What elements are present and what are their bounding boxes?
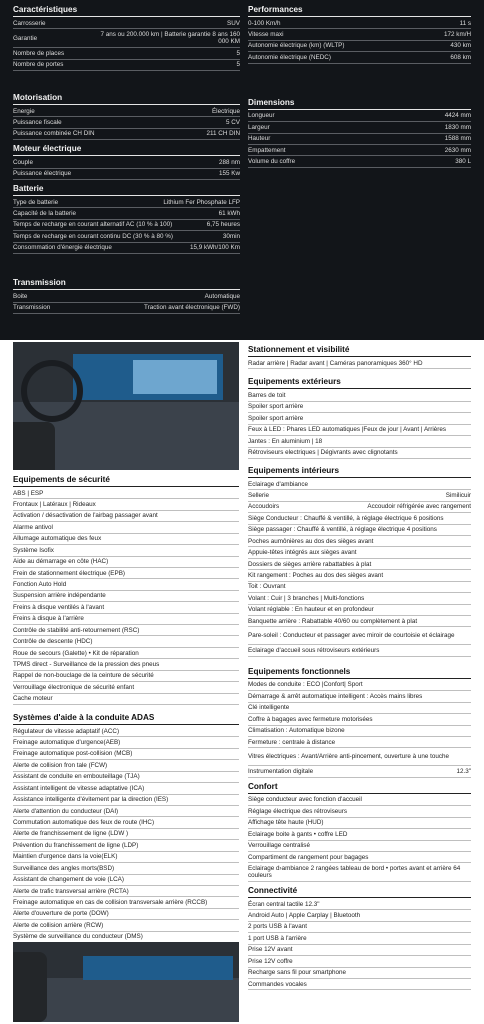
spec-label: Siège conducteur avec fonction d'accueil <box>248 796 362 804</box>
spec-label: Transmission <box>13 304 51 312</box>
section-title: Stationnement et visibilité <box>248 344 471 357</box>
spec-row <box>248 390 471 401</box>
spec-label: Assistant intelligent de vitesse adaptative (ICA) <box>13 784 145 792</box>
spec-row <box>13 106 240 117</box>
spec-row <box>13 602 239 613</box>
spec-label: Commandes vocales <box>248 980 307 988</box>
section-title: Connectivité <box>248 885 471 898</box>
spec-row <box>248 737 471 748</box>
spec-row <box>13 157 240 168</box>
spec-label: Carrosserie <box>13 19 46 27</box>
spec-label: Vitesse maxi <box>248 31 284 39</box>
spec-row <box>13 682 239 693</box>
spec-label: Longueur <box>248 112 275 120</box>
section-securite <box>13 474 239 705</box>
spec-label: Toit : Ouvrant <box>248 583 286 591</box>
spec-label: Eclairage d'accueil sous rétroviseurs extérieurs <box>248 647 380 655</box>
spec-label: Alerte d'attention du conducteur (DAI) <box>13 807 119 815</box>
interior-dashboard-image <box>13 342 239 470</box>
section-title: Batterie <box>13 183 240 196</box>
spec-row <box>13 909 239 920</box>
spec-label: Alerte de trafic transversal arrière (RCTA) <box>13 887 129 895</box>
spec-row <box>248 766 471 777</box>
spec-label: Frontaux | Latéraux | Rideaux <box>13 501 96 509</box>
spec-row <box>248 933 471 944</box>
section-dimensions <box>248 97 471 168</box>
spec-label: Vitres électriques : Avant/Arrière anti-pincement, ouverture à une touche <box>248 753 450 761</box>
spec-label: Energie <box>13 107 35 115</box>
spec-label: Eclairage d›ambiance 2 rangées tableau de bord • portes avant et arrière 64 couleurs <box>248 864 461 880</box>
spec-value: 7 ans ou 200.000 km | Batterie garantie 8 ans 160 000 KM <box>100 31 240 46</box>
equipment-light-panel <box>0 340 484 1024</box>
spec-label: Contrôle de descente (HDC) <box>13 638 93 646</box>
spec-value: 430 km <box>450 42 471 50</box>
spec-row <box>248 605 471 616</box>
spec-value: 6,75 heures <box>206 221 240 229</box>
spec-row <box>248 616 471 627</box>
spec-value: 211 CH DIN <box>206 130 240 138</box>
spec-row <box>13 231 240 242</box>
spec-label: Volant : Cuir | 3 branches | Multi-fonctions <box>248 594 365 602</box>
section-title: Systèmes d'aide à la conduite ADAS <box>13 712 239 725</box>
spec-label: Roue de secours (Galette) • Kit de réparation <box>13 649 139 657</box>
spec-row <box>13 625 239 636</box>
spec-row <box>248 358 471 369</box>
spec-label: Contrôle de stabilité anti-retournement (RSC) <box>13 626 140 634</box>
spec-row <box>13 60 240 71</box>
spec-label: Garantie <box>13 34 38 42</box>
spec-label: Régulateur de vitesse adaptatif (ACC) <box>13 727 120 735</box>
spec-row <box>248 726 471 737</box>
spec-row <box>248 145 471 156</box>
spec-row <box>13 48 240 59</box>
spec-label: Alerte de collision fron tale (FCW) <box>13 761 108 769</box>
spec-label: Verrouillage centralisé <box>248 842 310 850</box>
spec-label: Android Auto | Apple Carplay | Bluetooth <box>248 912 361 920</box>
interior-screens-image <box>13 942 239 1022</box>
spec-row <box>248 968 471 979</box>
spec-label: Système de surveillance du conducteur (DMS) <box>13 933 143 941</box>
spec-row <box>13 522 239 533</box>
spec-label: Commutation automatique des feux de route (IHC) <box>13 818 155 826</box>
spec-value: 11 s <box>459 19 471 27</box>
section-adas <box>13 712 239 943</box>
spec-row <box>248 818 471 829</box>
spec-label: Écran central tactile 12.3" <box>248 900 320 908</box>
spec-label: Eclairage boite à gants • coffre LED <box>248 830 348 838</box>
spec-value: 380 L <box>455 157 471 165</box>
spec-label: Alerte de franchissement de ligne (LDW ) <box>13 830 129 838</box>
section-performances <box>248 4 471 64</box>
spec-row <box>248 18 471 29</box>
spec-label: 2 ports USB à l'avant <box>248 923 307 931</box>
spec-label: Freinage automatique d'urgence(AEB) <box>13 739 121 747</box>
spec-label: Siège passager : Chauffé & ventillé, à réglage électrique 4 positions <box>248 526 437 534</box>
spec-row <box>13 920 239 931</box>
spec-label: Aide au démarrage en côte (HAC) <box>13 558 109 566</box>
spec-value: Lithium Fer Phosphate LFP <box>163 198 240 206</box>
left-column-bottom <box>13 474 239 946</box>
section-title: Transmission <box>13 277 240 290</box>
spec-label: 0-100 Km/h <box>248 19 281 27</box>
spec-label: Maintien d'urgence dans la voie(ELK) <box>13 853 118 861</box>
spec-row <box>13 29 240 48</box>
spec-row <box>248 559 471 570</box>
spec-row <box>13 795 239 806</box>
spec-value: Traction avant électronique (FWD) <box>143 304 240 312</box>
spec-row <box>13 694 239 705</box>
spec-label: Puissance fiscale <box>13 118 62 126</box>
spec-row <box>248 806 471 817</box>
spec-row <box>13 291 240 302</box>
spec-label: Modes de conduite : ECO |Confort| Sport <box>248 681 363 689</box>
spec-row <box>248 922 471 933</box>
spec-row <box>248 29 471 40</box>
spec-row <box>13 117 240 128</box>
spec-row <box>13 726 239 737</box>
spec-label: TPMS direct - Surveillance de la pression des pneus <box>13 660 160 668</box>
spec-row <box>13 817 239 828</box>
spec-row <box>248 863 471 882</box>
spec-row <box>248 513 471 524</box>
section-confort <box>248 781 471 882</box>
spec-label: Dossiers de sièges arrière rabattables à plat <box>248 560 372 568</box>
spec-row <box>13 737 239 748</box>
spec-value: 288 nm <box>218 158 240 166</box>
spec-value: 1588 mm <box>444 135 471 143</box>
spec-value: 30min <box>222 232 240 240</box>
spec-row <box>248 680 471 691</box>
spec-label: Clé intelligente <box>248 704 290 712</box>
spec-label: Démarrage & arrêt automatique intelligent : Accès mains libres <box>248 692 423 700</box>
spec-row <box>248 714 471 725</box>
spec-label: Assistant de changement de voie (LCA) <box>13 876 124 884</box>
spec-label: Volant réglable : En hauteur et en profondeur <box>248 606 374 614</box>
spec-label: Volume du coffre <box>248 157 296 165</box>
spec-value: 61 kWh <box>218 210 240 218</box>
spec-label: Nombre de portes <box>13 61 64 69</box>
spec-label: Fonction Auto Hold <box>13 580 67 588</box>
spec-row <box>248 582 471 593</box>
spec-row <box>13 886 239 897</box>
spec-label: Verrouillage électronique de sécurité enfant <box>13 683 135 691</box>
spec-label: Kit rangement : Poches au dos des sièges avant <box>248 571 384 579</box>
spec-label: Type de batterie <box>13 198 59 206</box>
spec-value: 155 Kw <box>218 170 240 178</box>
spec-row <box>13 18 240 29</box>
spec-value: 172 km/H <box>444 31 471 39</box>
spec-label: Freinage automatique en cas de collision transversale arrière (RCCB) <box>13 898 208 906</box>
spec-label: Barres de toit <box>248 392 286 400</box>
spec-row <box>13 760 239 771</box>
spec-row <box>248 829 471 840</box>
section-title: Motorisation <box>13 92 240 105</box>
spec-label: ABS | ESP <box>13 489 44 497</box>
spec-label: Puissance combinée CH DIN <box>13 130 95 138</box>
spec-label: Eclairage d'ambiance <box>248 480 309 488</box>
spec-label: Radar arrière | Radar avant | Caméras panoramiques 360° HD <box>248 359 423 367</box>
spec-row <box>248 841 471 852</box>
spec-label: Allumage automatique des feux <box>13 535 102 543</box>
section-title: Performances <box>248 4 471 17</box>
spec-row <box>248 41 471 52</box>
section-title: Equipements de sécurité <box>13 474 239 487</box>
spec-label: Autonomie électrique (NEDC) <box>248 53 331 61</box>
spec-row <box>13 545 239 556</box>
section-transmission <box>13 277 240 314</box>
spec-row <box>248 852 471 863</box>
section-exterieurs <box>248 376 471 459</box>
spec-label: Appuie-têtes intégrés aux sièges avant <box>248 549 357 557</box>
section-fonctionnels <box>248 666 471 778</box>
spec-label: Suspension arrière indépendante <box>13 592 106 600</box>
spec-row <box>248 547 471 558</box>
section-moteur <box>13 143 240 180</box>
spec-label: Poches aumônières au dos des sièges avant <box>248 537 374 545</box>
spec-value: 5 <box>236 49 240 57</box>
spec-row <box>248 402 471 413</box>
spec-label: 1 port USB à l'arrière <box>248 934 307 942</box>
spec-label: Consommation d'énergie électrique <box>13 244 112 252</box>
spec-row <box>248 156 471 167</box>
spec-label: Frein de stationnement électrique (EPB) <box>13 569 126 577</box>
spec-label: Hauteur <box>248 135 271 143</box>
spec-label: Couple <box>13 158 33 166</box>
spec-label: Système Isofix <box>13 546 54 554</box>
spec-row <box>248 899 471 910</box>
spec-row <box>13 875 239 886</box>
spec-label: Assistance intelligente d'évitement par la direction (IES) <box>13 796 169 804</box>
spec-value: 12.3" <box>456 767 471 775</box>
spec-label: Freinage automatique post-collision (MCB) <box>13 750 133 758</box>
spec-value: SUV <box>227 19 240 27</box>
spec-row <box>248 593 471 604</box>
spec-row <box>13 749 239 760</box>
section-batterie <box>13 183 240 254</box>
spec-value: 2630 mm <box>444 146 471 154</box>
spec-row <box>13 591 239 602</box>
section-connectivite <box>248 885 471 990</box>
spec-row <box>248 910 471 921</box>
spec-label: Surveillance des angles morts(BSD) <box>13 864 115 872</box>
spec-row <box>13 829 239 840</box>
spec-row <box>248 525 471 536</box>
spec-row <box>248 795 471 806</box>
section-stationnement <box>248 344 471 369</box>
specs-dark-panel <box>0 0 484 340</box>
spec-row <box>248 502 471 513</box>
spec-label: Instrumentation digitale <box>248 767 314 775</box>
spec-row <box>13 614 239 625</box>
spec-label: Puissance électrique <box>13 170 72 178</box>
spec-label: Prise 12V coffre <box>248 957 293 965</box>
spec-label: Jantes : En aluminium | 18 <box>248 437 323 445</box>
spec-row <box>248 425 471 436</box>
spec-label: Affichage tête haute (HUD) <box>248 819 324 827</box>
spec-value: 1830 mm <box>444 123 471 131</box>
spec-row <box>13 897 239 908</box>
right-column-top <box>248 4 471 171</box>
spec-row <box>13 772 239 783</box>
spec-row <box>248 448 471 459</box>
spec-row <box>13 129 240 140</box>
spec-label: Prise 12V avant <box>248 946 293 954</box>
spec-label: Alarme antivol <box>13 523 53 531</box>
spec-row <box>13 840 239 851</box>
spec-label: Empattement <box>248 146 286 154</box>
spec-row <box>13 499 239 510</box>
spec-row <box>13 636 239 647</box>
section-title: Caractéristiques <box>13 4 240 17</box>
spec-label: Cache moteur <box>13 695 53 703</box>
spec-value: 608 km <box>450 53 471 61</box>
spec-row <box>248 413 471 424</box>
spec-label: Climatisation : Automatique bizone <box>248 727 345 735</box>
spec-row <box>13 568 239 579</box>
section-title: Confort <box>248 781 471 794</box>
spec-value: 15,9 kWh/100 Km <box>189 244 240 252</box>
spec-label: Spoiler sport arrière <box>248 403 304 411</box>
spec-row <box>13 579 239 590</box>
spec-row <box>248 645 471 656</box>
spec-label: Spoiler sport arrière <box>248 414 304 422</box>
section-title: Moteur électrique <box>13 143 240 156</box>
spec-value: Similicuir <box>445 491 471 499</box>
spec-label: Nombre de places <box>13 49 65 57</box>
spec-row <box>13 659 239 670</box>
spec-row <box>248 134 471 145</box>
spec-row <box>13 783 239 794</box>
spec-value: Électrique <box>211 107 240 115</box>
spec-value: Automatique <box>204 292 240 300</box>
spec-row <box>13 557 239 568</box>
spec-row <box>13 303 240 314</box>
spec-row <box>13 648 239 659</box>
spec-label: Fermeture : centrale à distance <box>248 738 336 746</box>
section-caracteristiques <box>13 4 240 71</box>
section-title: Dimensions <box>248 97 471 110</box>
right-column-bottom <box>248 344 471 993</box>
spec-row <box>13 169 240 180</box>
spec-label: Temps de recharge en courant continu DC (30 % à 80 %) <box>13 232 173 240</box>
spec-label: Capacité de la batterie <box>13 210 77 218</box>
section-interieurs <box>248 465 471 657</box>
spec-label: Pare-soleil : Conducteur et passager avec miroir de courtoisie et éclairage <box>248 632 455 640</box>
spec-label: Feux à LED : Phares LED automatiques |Feux de jour | Avant | Arrières <box>248 426 446 434</box>
spec-row <box>248 570 471 581</box>
spec-label: Freins à disque à l'arrière <box>13 615 84 623</box>
spec-row <box>248 436 471 447</box>
spec-label: Rappel de non-bouclage de la ceinture de sécurité <box>13 672 154 680</box>
spec-value: 5 CV <box>226 118 240 126</box>
spec-label: Alerte de collision arrière (RCW) <box>13 921 104 929</box>
spec-row <box>248 956 471 967</box>
spec-value: 5 <box>236 61 240 69</box>
spec-row <box>248 52 471 63</box>
spec-row <box>248 945 471 956</box>
spec-row <box>248 979 471 990</box>
section-title: Equipements intérieurs <box>248 465 471 478</box>
spec-row <box>248 691 471 702</box>
spec-row <box>248 122 471 133</box>
section-title: Equipements extérieurs <box>248 376 471 389</box>
spec-label: Siège Conducteur : Chauffé & ventillé, à réglage électrique 6 positions <box>248 514 444 522</box>
left-column-top <box>13 4 240 317</box>
section-motorisation <box>13 92 240 140</box>
spec-label: Rétroviseurs electriques | Dégivrants avec clignotants <box>248 449 398 457</box>
spec-row <box>248 490 471 501</box>
spec-label: Largeur <box>248 123 270 131</box>
spec-label: Réglage électrique des rétroviseurs <box>248 807 348 815</box>
spec-label: Accoudoirs <box>248 503 280 511</box>
spec-row <box>13 863 239 874</box>
spec-row <box>248 703 471 714</box>
spec-label: Freins à disque ventilés à l'avant <box>13 603 105 611</box>
spec-row <box>13 220 240 231</box>
spec-row <box>13 534 239 545</box>
spec-value: Accoudoir réfrigérée avec rangement <box>367 503 471 511</box>
section-title: Equipements fonctionnels <box>248 666 471 679</box>
spec-row <box>248 748 471 766</box>
spec-row <box>13 671 239 682</box>
spec-row <box>13 243 240 254</box>
spec-label: Activation / désactivation de l'airbag passager avant <box>13 512 158 520</box>
spec-row <box>248 536 471 547</box>
spec-label: Recharge sans fil pour smartphone <box>248 969 347 977</box>
spec-label: Prévention du franchissement de ligne (LDP) <box>13 841 139 849</box>
spec-label: Compartiment de rangement pour bagages <box>248 853 369 861</box>
spec-row <box>13 852 239 863</box>
spec-row <box>248 627 471 645</box>
spec-row <box>248 479 471 490</box>
spec-label: Coffre à bagages avec fermeture motorisées <box>248 715 373 723</box>
spec-label: Sellerie <box>248 491 269 499</box>
spec-row <box>13 197 240 208</box>
spec-label: Alerte d'ouverture de porte (DOW) <box>13 910 109 918</box>
spec-value: 4424 mm <box>444 112 471 120</box>
spec-row <box>248 111 471 122</box>
spec-label: Assistant de conduite en embouteillage (TJA) <box>13 773 140 781</box>
spec-row <box>13 511 239 522</box>
spec-label: Autonomie électrique (km) (WLTP) <box>248 42 345 50</box>
spec-row <box>13 806 239 817</box>
spec-label: Boite <box>13 292 28 300</box>
spec-row <box>13 488 239 499</box>
spec-label: Banquette arrière : Rabattable 40/60 ou complètement à plat <box>248 617 418 625</box>
spec-row <box>13 208 240 219</box>
spec-label: Temps de recharge en courant alternatif AC (10 % à 100) <box>13 221 173 229</box>
